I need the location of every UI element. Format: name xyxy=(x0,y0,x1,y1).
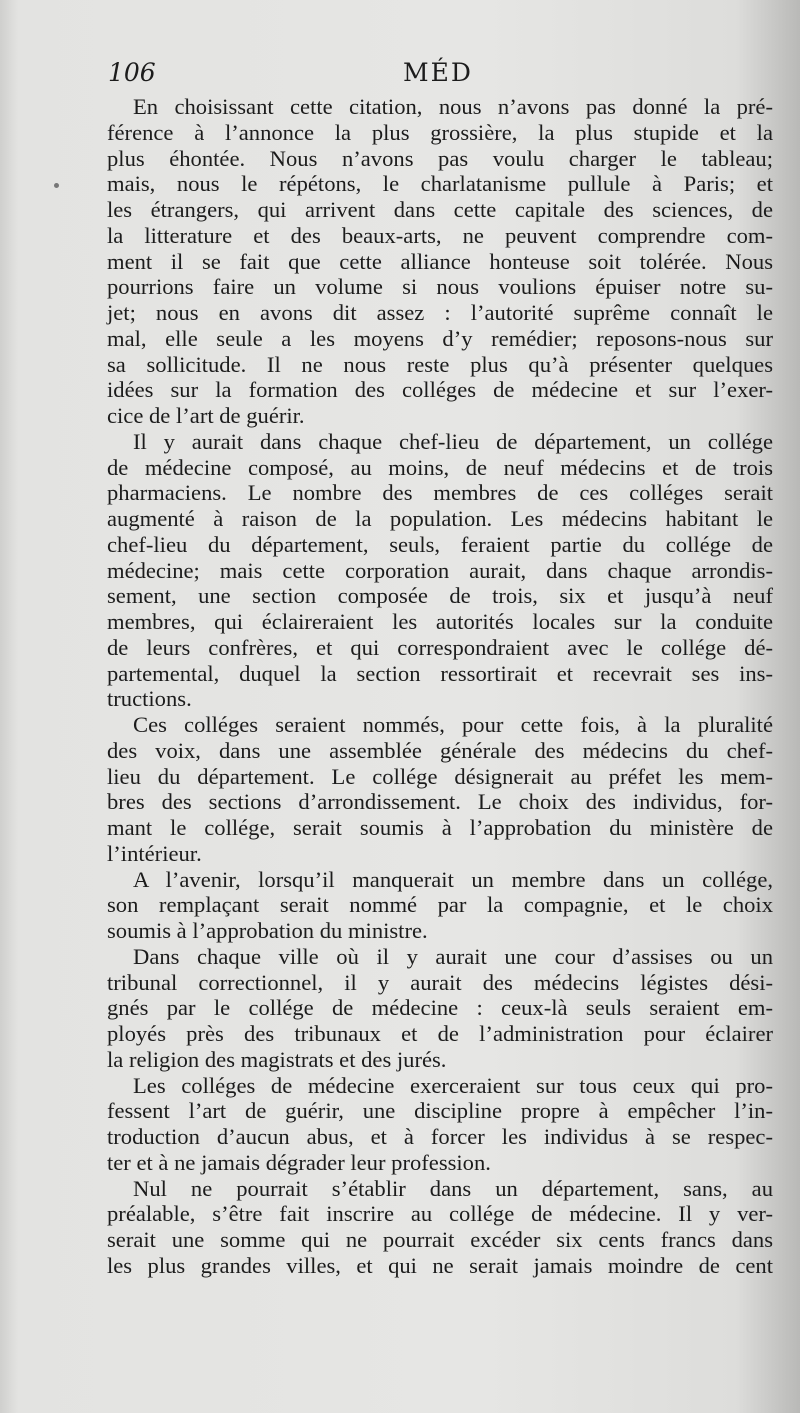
text-line: médecine; mais cette corporation aurait, dans chaque arrondis- xyxy=(107,557,773,583)
text-line: serait une somme qui ne pourrait excéder six cents francs dans xyxy=(107,1227,773,1252)
text-line: sa sollicitude. Il ne nous reste plus qu’à présenter quelques xyxy=(107,351,773,377)
page-header xyxy=(108,58,768,92)
text-line: A l’avenir, lorsqu’il manquerait un membre dans un collége, xyxy=(133,866,773,892)
text-line: tructions. xyxy=(107,686,192,712)
ink-spot xyxy=(54,183,59,188)
text-line: soumis à l’approbation du ministre. xyxy=(107,918,428,943)
text-line: idées sur la formation des colléges de médecine et sur l’exer- xyxy=(107,377,773,403)
text-line: préalable, s’être fait inscrire au collége de médecine. Il y ver- xyxy=(107,1201,773,1227)
paragraph xyxy=(107,429,773,712)
text-line: de leurs confrères, et qui correspondraient avec le collége dé- xyxy=(107,634,773,660)
text-line: tribunal correctionnel, il y aurait des médecins légistes dési- xyxy=(107,969,773,995)
text-line: de médecine composé, au moins, de neuf médecins et de trois xyxy=(107,454,773,480)
text-line: la religion des magistrats et des jurés. xyxy=(107,1046,447,1072)
body-text xyxy=(107,94,773,1279)
text-line: lieu du département. Le collége désignerait au préfet les mem- xyxy=(107,763,773,789)
text-line: Dans chaque ville où il y aurait une cour d’assises ou un xyxy=(133,943,773,969)
paragraph xyxy=(107,944,773,1073)
text-line: les étrangers, qui arrivent dans cette capitale des sciences, de xyxy=(107,197,773,222)
running-head: MÉD xyxy=(403,58,473,87)
text-line: son remplaçant serait nommé par la compagnie, et le choix xyxy=(107,892,773,918)
text-line: pourrions faire un volume si nous voulions épuiser notre su- xyxy=(107,274,773,300)
text-line: l’intérieur. xyxy=(107,840,202,866)
text-line: Ces colléges seraient nommés, pour cette fois, à la pluralité xyxy=(133,712,773,737)
text-line: gnés par le collége de médecine : ceux-là seuls seraient em- xyxy=(107,995,773,1021)
text-line: mal, elle seule a les moyens d’y remédier; reposons-nous sur xyxy=(107,325,773,351)
text-line: férence à l’annonce la plus grossière, la plus stupide et la xyxy=(107,119,773,145)
text-line: ter et à ne jamais dégrader leur profession. xyxy=(107,1149,491,1175)
text-line: mant le collége, serait soumis à l’approbation du ministère de xyxy=(107,815,773,840)
text-line: plus éhontée. Nous n’avons pas voulu charger le tableau; xyxy=(107,145,773,171)
text-line: la litterature et des beaux-arts, ne peuvent comprendre com- xyxy=(107,222,773,248)
page-number: 106 xyxy=(108,58,156,87)
text-line: augmenté à raison de la population. Les médecins habitant le xyxy=(107,506,773,531)
text-line: Nul ne pourrait s’établir dans un département, sans, au xyxy=(133,1175,773,1201)
text-line: cice de l’art de guérir. xyxy=(107,403,305,428)
text-line: fessent l’art de guérir, une discipline propre à empêcher l’in- xyxy=(107,1098,773,1124)
paragraph xyxy=(107,867,773,944)
text-line: Les colléges de médecine exerceraient sur tous ceux qui pro- xyxy=(133,1072,773,1098)
text-line: ployés près des tribunaux et de l’administration pour éclairer xyxy=(107,1021,773,1046)
text-line: les plus grandes villes, et qui ne serait jamais moindre de cent xyxy=(107,1252,773,1278)
text-line: jet; nous en avons dit assez : l’autorité suprême connaît le xyxy=(107,300,773,325)
paragraph xyxy=(107,1176,773,1279)
text-line: chef-lieu du département, seuls, feraient partie du collége de xyxy=(107,531,773,557)
text-line: En choisissant cette citation, nous n’avons pas donné la pré- xyxy=(133,94,773,119)
paragraph xyxy=(107,94,773,429)
text-line: pharmaciens. Le nombre des membres de ces colléges serait xyxy=(107,480,773,506)
paragraph xyxy=(107,712,773,867)
text-line: bres des sections d’arrondissement. Le choix des individus, for- xyxy=(107,789,773,815)
text-line: Il y aurait dans chaque chef-lieu de département, un collége xyxy=(133,428,773,454)
text-line: sement, une section composée de trois, six et jusqu’à neuf xyxy=(107,583,773,609)
text-line: membres, qui éclaireraient les autorités locales sur la conduite xyxy=(107,609,773,634)
text-line: mais, nous le répétons, le charlatanisme pullule à Paris; et xyxy=(107,171,773,197)
text-line: partemental, duquel la section ressortirait et recevrait ses ins- xyxy=(107,660,773,686)
text-line: des voix, dans une assemblée générale des médecins du chef- xyxy=(107,737,773,763)
paragraph xyxy=(107,1073,773,1176)
text-line: troduction d’aucun abus, et à forcer les individus à se respec- xyxy=(107,1124,773,1149)
text-line: ment il se fait que cette alliance honteuse soit tolérée. Nous xyxy=(107,248,773,274)
